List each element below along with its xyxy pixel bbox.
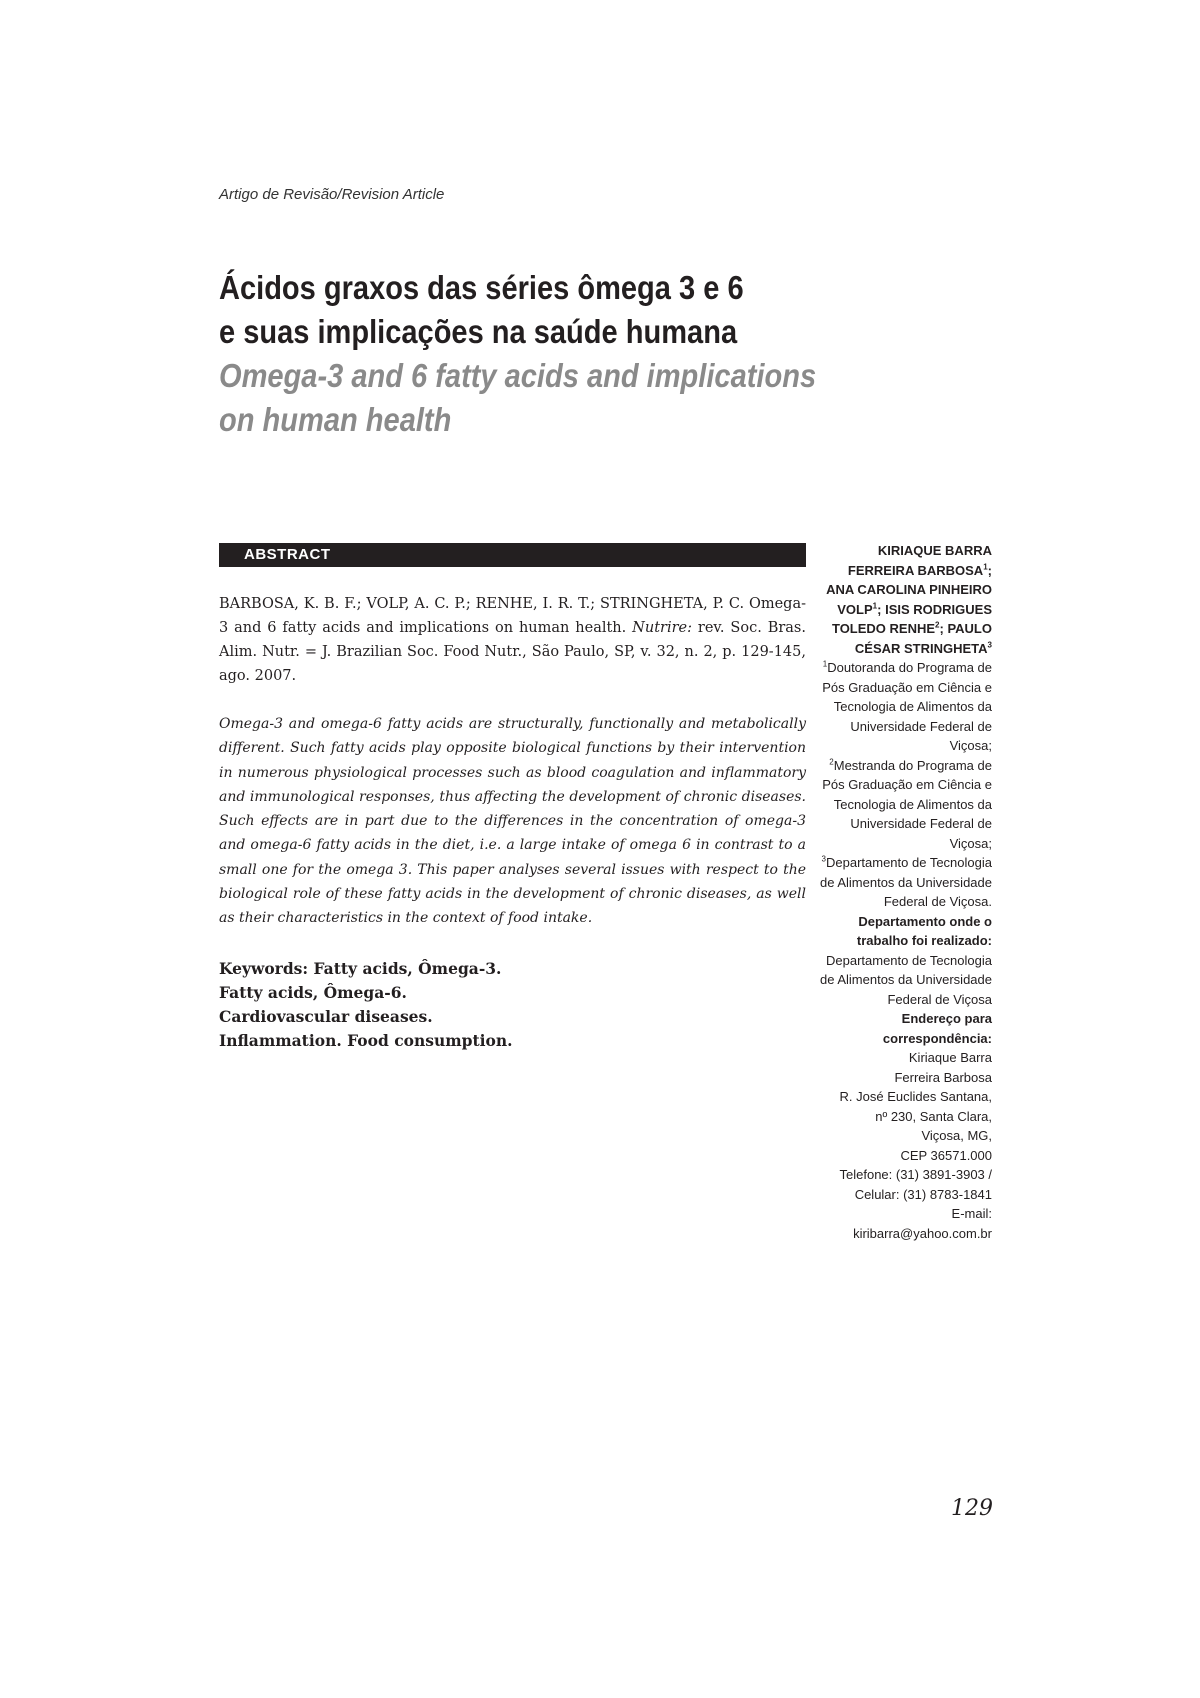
keyword-line: Keywords: Fatty acids, Ômega-3. bbox=[219, 958, 502, 978]
section-tag: Artigo de Revisão/Revision Article bbox=[219, 186, 445, 203]
citation-authors: BARBOSA, K. B. F.; VOLP, A. C. P.; RENHE, I. R. T.; STRINGHETA, P. C. Omega-3 and 6 fatty acids and implications on human health. bbox=[219, 596, 806, 636]
email-address: kiribarra@yahoo.com.br bbox=[853, 1225, 992, 1241]
address-line: Telefone: (31) 3891-3903 / bbox=[839, 1167, 992, 1182]
citation-journal: Nutrire: bbox=[632, 620, 692, 636]
address-line: CEP 36571.000 bbox=[900, 1147, 992, 1163]
author-4-line-1: PAULO bbox=[947, 621, 992, 636]
author-4-sup: 3 bbox=[987, 640, 992, 650]
abstract-heading: ABSTRACT bbox=[244, 546, 331, 563]
author-4-line-2: CÉSAR STRINGHETA bbox=[854, 640, 988, 656]
author-2-line-2: VOLP bbox=[837, 601, 873, 617]
address-line: R. José Euclides Santana, bbox=[839, 1089, 992, 1104]
author-3-line-2: TOLEDO RENHE bbox=[831, 621, 936, 636]
address-line: Ferreira Barbosa bbox=[894, 1069, 992, 1085]
keyword-line: Fatty acids, Ômega-6. bbox=[219, 982, 407, 1002]
citation-details: rev. Soc. Bras. Alim. Nutr. = J. Brazilian Soc. Food Nutr., São Paulo, SP, v. 32, n. 2, p. 129-145, ago. 2007. bbox=[219, 620, 806, 684]
affiliation-1-sup: 1 bbox=[822, 659, 828, 669]
affiliation-1 bbox=[808, 658, 992, 756]
correspondence-address bbox=[808, 1048, 992, 1243]
sidebar bbox=[808, 541, 992, 1243]
title-pt-line-1: Ácidos graxos das séries ômega 3 e 6 bbox=[219, 269, 744, 306]
main-column bbox=[219, 592, 806, 1053]
department-info bbox=[808, 912, 992, 1010]
department-text: Departamento de Tecnologia de Alimentos da Universidade Federal de Viçosa bbox=[820, 952, 992, 1007]
keyword-line: Cardiovascular diseases. bbox=[219, 1006, 433, 1026]
abstract-body: Omega-3 and omega-6 fatty acids are structurally, functionally and metabolically different. Such fatty acids play opposite biological functions by their intervention in numerous physiological processes such as blood coagulation and inflammatory and immunological responses, thus affecting the development of chronic diseases. Such effects are in part due to the differences in the concentration of omega-3 and omega-6 fatty acids in the diet, i.e. a large intake of omega 6 in contrast to a small one for the omega 3. This paper analyses several issues with respect to the biological role of these fatty acids in the development of chronic diseases, as well as their characteristics in the context of food intake. bbox=[219, 716, 806, 927]
abstract-heading-bar bbox=[219, 543, 806, 567]
address-line: nº 230, Santa Clara, bbox=[875, 1108, 992, 1124]
author-1-sup: 1 bbox=[983, 562, 988, 572]
title-block bbox=[219, 266, 979, 442]
author-2-line-1: ANA CAROLINA PINHEIRO bbox=[826, 582, 992, 597]
address-line: E-mail: bbox=[951, 1206, 992, 1221]
author-1-line-1: KIRIAQUE BARRA bbox=[877, 543, 992, 558]
affiliation-2-text: Mestranda do Programa de Pós Graduação em Ciência e Tecnologia de Alimentos da Universidade Federal de Viçosa; bbox=[822, 757, 992, 851]
affiliation-3-text: Departamento de Tecnologia de Alimentos da Universidade Federal de Viçosa. bbox=[820, 855, 992, 909]
correspondence-label bbox=[808, 1009, 992, 1048]
affiliation-3-sup: 3 bbox=[821, 854, 826, 864]
author-3-sup: 2 bbox=[935, 620, 940, 630]
address-line: Kiriaque Barra bbox=[908, 1050, 992, 1065]
correspondence-label-text: Endereço para correspondência: bbox=[882, 1011, 992, 1046]
title-en-line-1: Omega-3 and 6 fatty acids and implications bbox=[219, 357, 817, 394]
keywords bbox=[219, 957, 806, 1053]
author-1-line-2: FERREIRA BARBOSA bbox=[847, 562, 984, 578]
title-en-line-2: on human health bbox=[219, 401, 452, 438]
affiliation-3 bbox=[808, 853, 992, 912]
department-label: Departamento onde o trabalho foi realizado: bbox=[856, 913, 992, 948]
affiliation-1-text: Doutoranda do Programa de Pós Graduação em Ciência e Tecnologia de Alimentos da Universidade Federal de Viçosa; bbox=[822, 660, 992, 753]
citation bbox=[219, 592, 806, 688]
keyword-line: Inflammation. Food consumption. bbox=[219, 1030, 513, 1050]
address-line: Celular: (31) 8783-1841 bbox=[854, 1186, 992, 1202]
affiliation-2 bbox=[808, 756, 992, 854]
address-line: Viçosa, MG, bbox=[921, 1128, 992, 1143]
affiliation-2-sup: 2 bbox=[829, 757, 834, 767]
author-3-line-1: ISIS RODRIGUES bbox=[885, 601, 992, 617]
author-list: KIRIAQUE BARRA FERREIRA BARBOSA$^1$; ANA CAROLINA PINHEIRO VOLP$^1$; ISIS RODRIGUES TOLEDO RENHE$^2$; PAULO CÉSAR STRINGHETA$^3$ bbox=[826, 543, 992, 656]
author-2-sup: 1 bbox=[872, 601, 878, 611]
page-number: 129 bbox=[951, 1496, 993, 1521]
title-pt-line-2: e suas implicações na saúde humana bbox=[219, 313, 738, 350]
